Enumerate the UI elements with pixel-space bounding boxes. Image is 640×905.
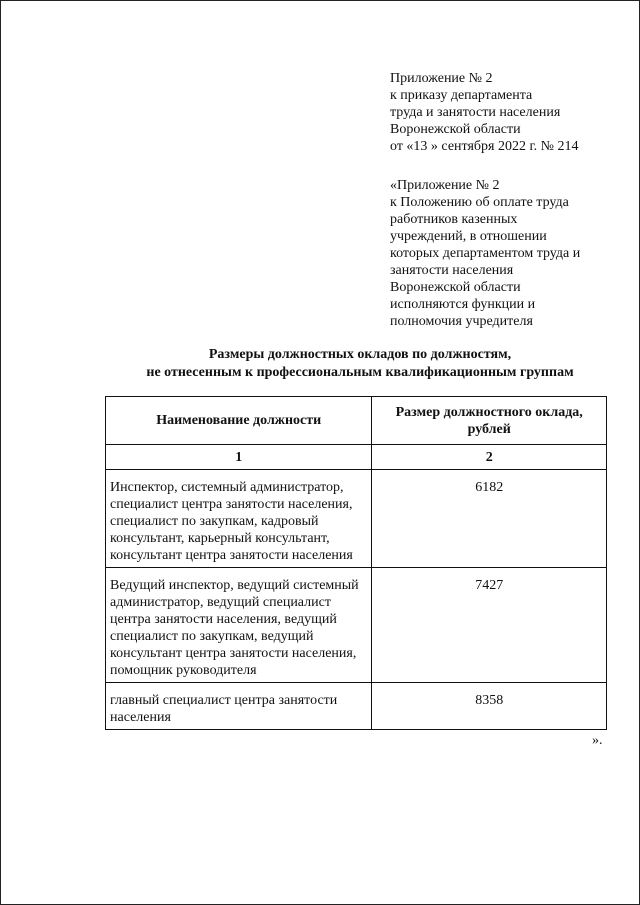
column-number: 1 (106, 445, 372, 470)
annex-header (390, 70, 620, 155)
annex-line: к приказу департамента (390, 88, 533, 103)
annex-line: Воронежской области (390, 280, 521, 295)
salary-value-cell: 7427 (372, 568, 607, 683)
salary-value-cell: 6182 (372, 470, 607, 568)
position-name-cell: Инспектор, системный администратор, специалист центра занятости населения, специалист по закупкам, кадровый консультант, карьерный консультант, консультант центра занятости населения (106, 470, 372, 568)
column-number: 2 (372, 445, 607, 470)
header-position-name: Наименование должности (106, 397, 372, 445)
annex-regulation-header (390, 177, 620, 330)
closing-quote-mark: ». (592, 733, 603, 748)
table-row (106, 470, 607, 568)
salary-table (105, 396, 607, 730)
header-salary-size: Размер должностного оклада, рублей (372, 397, 607, 445)
annex-line: «Приложение № 2 (390, 178, 500, 193)
document-subtitle: не отнесенным к профессиональным квалификационным группам (146, 365, 574, 380)
annex-line: работников казенных (390, 212, 518, 227)
annex-line: занятости населения (390, 263, 514, 278)
annex-line: к Положению об оплате труда (390, 195, 569, 210)
annex-line: Приложение № 2 (390, 71, 493, 86)
document-title: Размеры должностных окладов по должностям, (208, 347, 512, 362)
annex-line: исполняются функции и (390, 297, 536, 312)
table-row (106, 683, 607, 730)
table-row (106, 568, 607, 683)
table-column-numbers-row (106, 445, 607, 470)
position-name-cell: главный специалист центра занятости населения (106, 683, 372, 730)
annex-line: полномочия учредителя (390, 314, 533, 329)
annex-line: от «13 » сентября 2022 г. № 214 (390, 139, 579, 154)
annex-line: Воронежской области (390, 122, 521, 137)
annex-line: учреждений, в отношении (390, 229, 547, 244)
annex-line: труда и занятости населения (390, 105, 561, 120)
salary-value-cell: 8358 (372, 683, 607, 730)
position-name-cell: Ведущий инспектор, ведущий системный администратор, ведущий специалист центра занятости населения, ведущий специалист по закупкам, ведущий консультант центра занятости населения, помощник руководителя (106, 568, 372, 683)
annex-line: которых департаментом труда и (390, 246, 581, 261)
table-header-row (106, 397, 607, 445)
